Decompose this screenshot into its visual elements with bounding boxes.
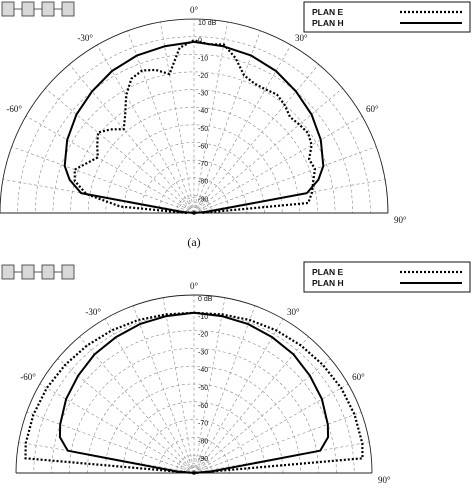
legend xyxy=(304,262,470,292)
antenna-element xyxy=(22,2,34,16)
ring-label: 0 dB xyxy=(198,296,213,303)
ring-label: -90 xyxy=(198,456,209,464)
ring-label: -30 xyxy=(198,90,209,98)
legend-label: PLAN H xyxy=(312,278,344,288)
ring-label: -10 xyxy=(198,313,209,321)
angle-label: 90° xyxy=(394,215,407,225)
antenna-element xyxy=(62,2,74,16)
ring-label: -40 xyxy=(198,108,209,116)
ring-label: -60 xyxy=(198,143,209,151)
ring-label: -50 xyxy=(198,385,209,392)
grid-ray xyxy=(128,31,194,213)
antenna-element xyxy=(42,265,54,279)
legend-label: PLAN E xyxy=(312,267,344,277)
angle-label: -30° xyxy=(77,32,93,43)
angle-label: 30° xyxy=(295,32,308,43)
ring-label: -20 xyxy=(198,72,209,80)
grid-ray xyxy=(194,337,308,473)
grid-ray xyxy=(194,64,319,213)
ring-label: -80 xyxy=(198,178,209,186)
angle-label: 0° xyxy=(189,281,199,291)
legend-label: PLAN H xyxy=(312,18,344,28)
angle-label: 60° xyxy=(366,104,379,114)
angle-label: 60° xyxy=(352,372,365,382)
grid-ray xyxy=(194,412,361,473)
antenna-array-icon xyxy=(2,2,74,16)
legend-label: PLAN E xyxy=(312,7,344,17)
antenna-element xyxy=(22,265,34,279)
ring-label: -80 xyxy=(198,438,209,446)
polar-plot-b xyxy=(2,262,470,488)
ring-label: 0 xyxy=(198,37,202,45)
ring-label: -70 xyxy=(198,161,209,169)
ring-label: -10 xyxy=(198,55,209,63)
ring-label: -30 xyxy=(198,349,209,357)
antenna-element xyxy=(62,265,74,279)
grid-ray xyxy=(27,412,194,473)
ring-label: -70 xyxy=(198,420,209,428)
antenna-element xyxy=(42,2,54,16)
grid-ray xyxy=(80,337,194,473)
antenna-element xyxy=(2,265,14,279)
figure-caption: (a) xyxy=(187,235,201,249)
antenna-array-icon xyxy=(2,265,74,279)
ring-label: -90 xyxy=(198,196,209,204)
legend xyxy=(304,2,470,32)
angle-label: -60° xyxy=(6,104,22,114)
angle-label: -60° xyxy=(20,372,36,382)
antenna-element xyxy=(2,2,14,16)
angle-label: -30° xyxy=(85,306,101,317)
ring-label: 10 dB xyxy=(198,20,217,27)
polar-plot-a xyxy=(0,2,470,389)
ring-label: -60 xyxy=(198,402,209,410)
grid-ray xyxy=(12,147,194,213)
angle-label: 30° xyxy=(287,306,300,317)
ring-label: -40 xyxy=(198,367,209,375)
angle-label: 0° xyxy=(189,5,199,15)
ring-label: -20 xyxy=(198,331,209,339)
angle-label: 90° xyxy=(378,475,391,485)
ring-label: -50 xyxy=(198,125,209,133)
